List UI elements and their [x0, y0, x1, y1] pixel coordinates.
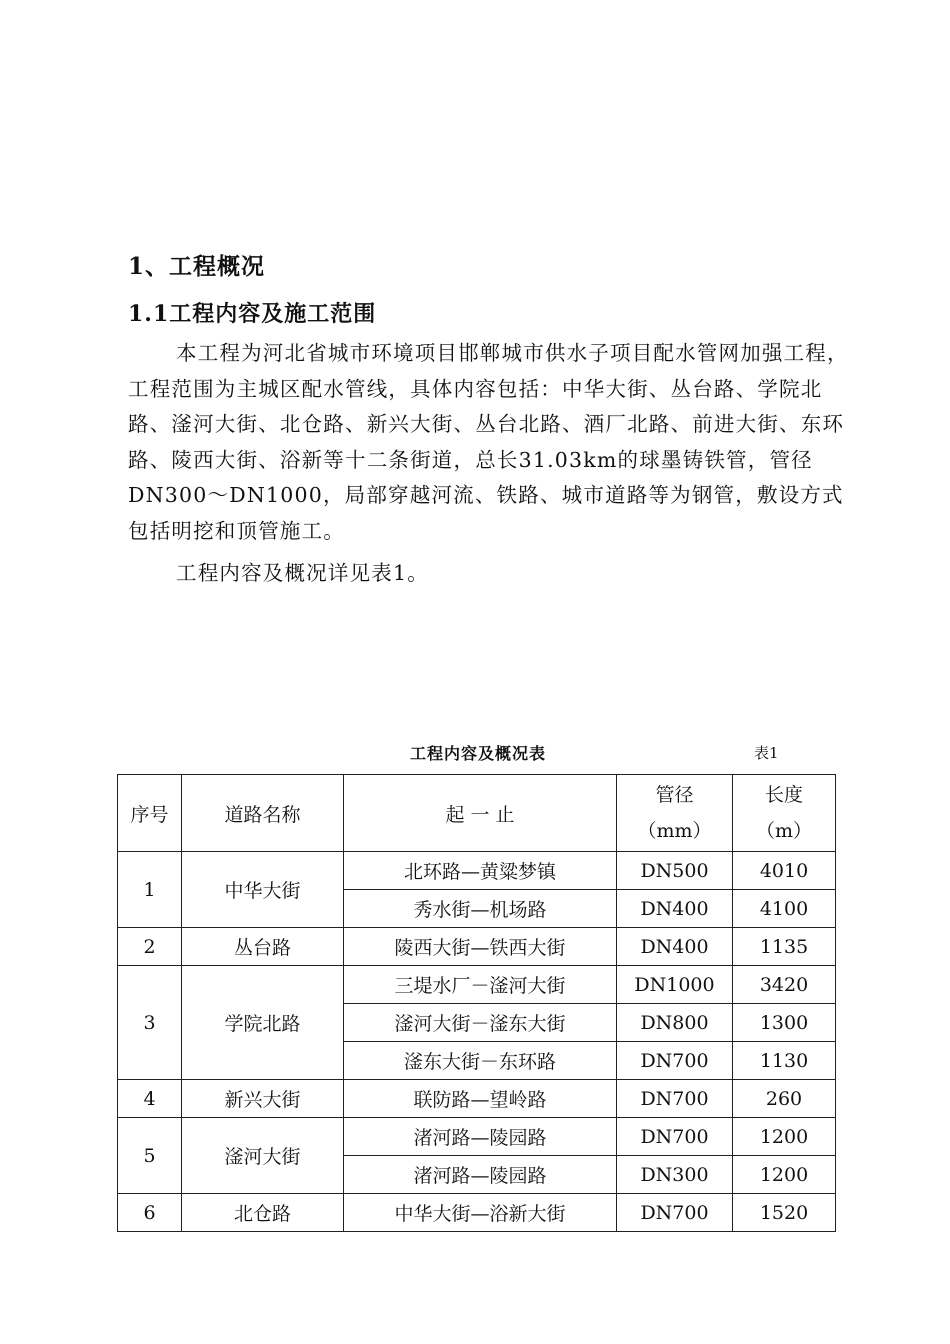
- cell-no: 6: [118, 1194, 182, 1232]
- cell-length: 4010: [733, 852, 836, 890]
- cell-range: 陵西大街—铁西大街: [344, 928, 617, 966]
- cell-no: 2: [118, 928, 182, 966]
- body-paragraph: 本工程为河北省城市环境项目邯郸城市供水子项目配水管网加强工程，工程范围为主城区配水管线，具体内容包括：中华大街、丛台路、学院北路、滏河大街、北仓路、新兴大街、丛台北路、酒厂北路、前进大街、东环路、陵西大街、浴新等十二条街道，总长31.03km的球墨铸铁管，管径DN300～DN1000，局部穿越河流、铁路、城市道路等为钢管，敷设方式包括明挖和顶管施工。: [128, 341, 849, 543]
- cell-range: 北环路—黄粱梦镇: [344, 852, 617, 890]
- cell-length: 1135: [733, 928, 836, 966]
- body-paragraph-reference: 工程内容及概况详见表1。: [176, 561, 429, 585]
- cell-length: 3420: [733, 966, 836, 1004]
- table-caption: 工程内容及概况表: [410, 744, 547, 763]
- cell-range: 渚河路—陵园路: [344, 1156, 617, 1194]
- cell-length: 1200: [733, 1156, 836, 1194]
- cell-diameter: DN1000: [617, 966, 733, 1004]
- table-header-row: [118, 775, 836, 852]
- cell-length: 260: [733, 1080, 836, 1118]
- table-number: 表1: [754, 744, 779, 762]
- cell-range: 中华大街—浴新大街: [344, 1194, 617, 1232]
- cell-length: 1130: [733, 1042, 836, 1080]
- header-range: 起 一 止: [344, 775, 617, 852]
- cell-diameter: DN700: [617, 1080, 733, 1118]
- cell-range: 三堤水厂－滏河大街: [344, 966, 617, 1004]
- table-row: [118, 966, 836, 1004]
- cell-range: 联防路—望岭路: [344, 1080, 617, 1118]
- cell-road: 学院北路: [182, 966, 344, 1080]
- cell-range: 滏东大街－东环路: [344, 1042, 617, 1080]
- cell-road: 丛台路: [182, 928, 344, 966]
- cell-diameter: DN700: [617, 1042, 733, 1080]
- cell-road: 北仓路: [182, 1194, 344, 1232]
- cell-range: 滏河大街－滏东大街: [344, 1004, 617, 1042]
- cell-no: 3: [118, 966, 182, 1080]
- table-row: [118, 928, 836, 966]
- cell-length: 1520: [733, 1194, 836, 1232]
- header-diameter-unit: （mm）: [637, 820, 712, 842]
- header-length: [733, 775, 836, 852]
- cell-length: 1300: [733, 1004, 836, 1042]
- cell-road: 滏河大街: [182, 1118, 344, 1194]
- section-heading: 1、工程概况: [128, 253, 266, 280]
- cell-diameter: DN300: [617, 1156, 733, 1194]
- cell-length: 4100: [733, 890, 836, 928]
- cell-diameter: DN400: [617, 928, 733, 966]
- table-row: [118, 1118, 836, 1156]
- cell-diameter: DN700: [617, 1118, 733, 1156]
- header-diameter: [617, 775, 733, 852]
- cell-diameter: DN700: [617, 1194, 733, 1232]
- cell-range: 秀水街—机场路: [344, 890, 617, 928]
- header-road: 道路名称: [182, 775, 344, 852]
- cell-diameter: DN400: [617, 890, 733, 928]
- cell-no: 4: [118, 1080, 182, 1118]
- project-table: [117, 774, 836, 1232]
- header-length-label: 长度: [764, 784, 803, 806]
- table-row: [118, 852, 836, 890]
- cell-no: 1: [118, 852, 182, 928]
- subsection-heading: 1.1工程内容及施工范围: [128, 301, 377, 327]
- table-row: [118, 1194, 836, 1232]
- header-diameter-label: 管径: [655, 784, 694, 806]
- cell-diameter: DN500: [617, 852, 733, 890]
- cell-road: 中华大街: [182, 852, 344, 928]
- cell-range: 渚河路—陵园路: [344, 1118, 617, 1156]
- cell-diameter: DN800: [617, 1004, 733, 1042]
- table-row: [118, 1080, 836, 1118]
- cell-no: 5: [118, 1118, 182, 1194]
- header-no: 序号: [118, 775, 182, 852]
- header-length-unit: （m）: [755, 820, 813, 842]
- cell-road: 新兴大街: [182, 1080, 344, 1118]
- cell-length: 1200: [733, 1118, 836, 1156]
